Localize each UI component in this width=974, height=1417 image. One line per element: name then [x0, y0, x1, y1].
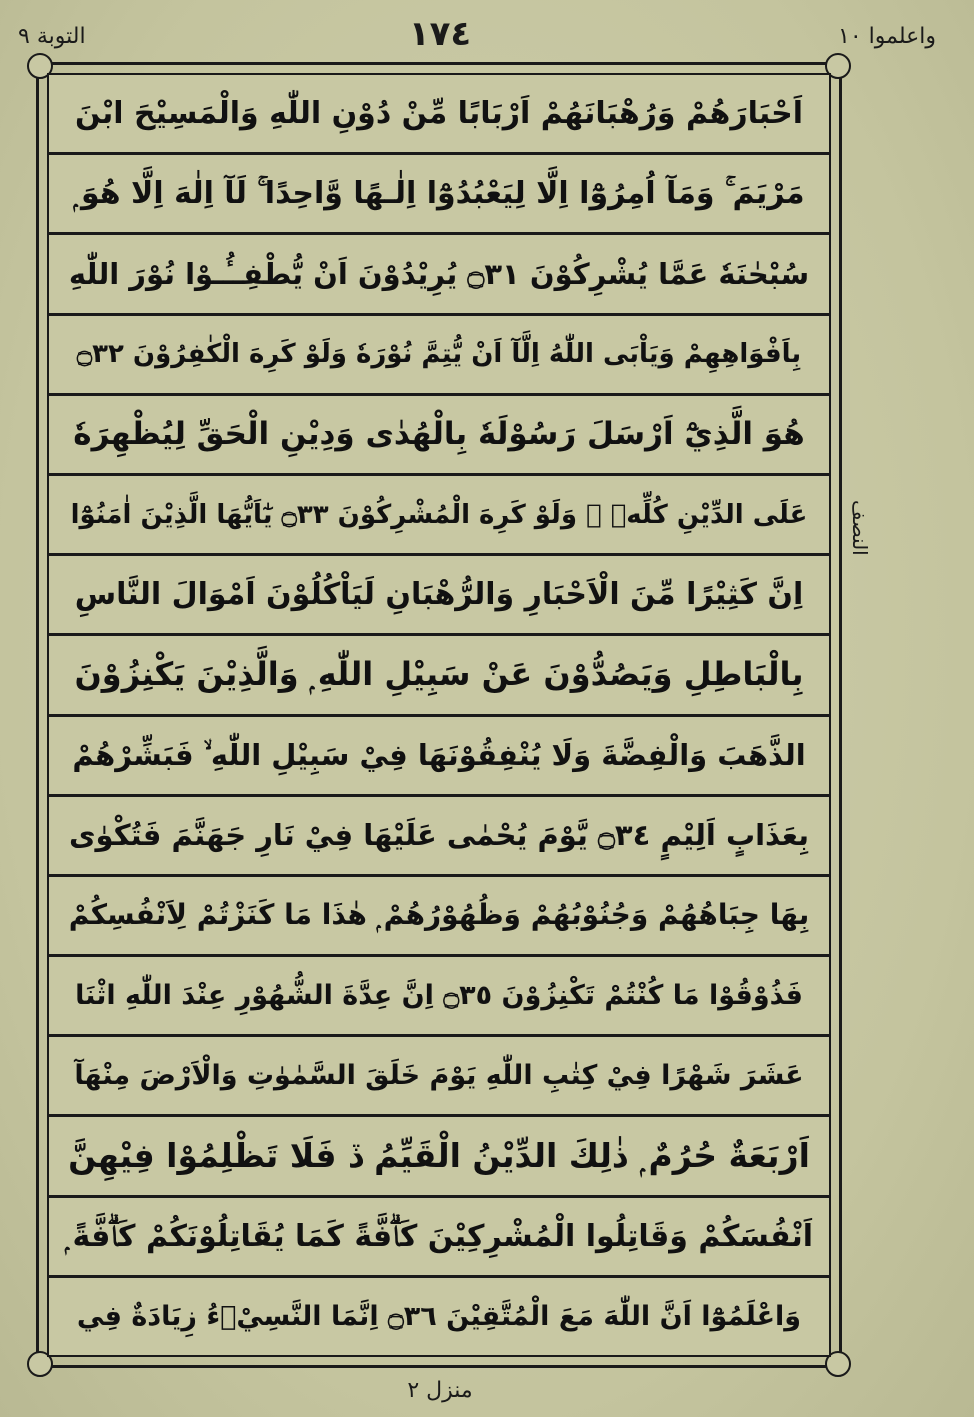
- verse-line: بِعَذَابٍ اَلِيْمٍ ۝٣٤ يَّوْمَ يُحْمٰى عَلَيْهَا فِيْ نَارِ جَهَنَّمَ فَتُكْوٰى: [49, 797, 829, 877]
- verse-line: عَلَى الدِّيْنِ كُلِّهٖ ۙ وَلَوْ كَرِهَ الْمُشْرِكُوْنَ ۝٣٣ يٰٓاَيُّهَا الَّذِيْنَ اٰمَنُوْٓا: [49, 476, 829, 556]
- verse-line: بِهَا جِبَاهُهُمْ وَجُنُوْبُهُمْ وَظُهُوْرُهُمْ ۭ هٰذَا مَا كَنَزْتُمْ لِاَنْفُسِكُمْ: [49, 877, 829, 957]
- verse-line: الذَّهَبَ وَالْفِضَّةَ وَلَا يُنْفِقُوْنَهَا فِيْ سَبِيْلِ اللّٰهِ ۙ فَبَشِّرْهُمْ: [49, 717, 829, 797]
- verse-lines: [49, 75, 829, 1355]
- text-area: [47, 73, 831, 1357]
- manzil-marker: منزل ٢: [407, 1378, 473, 1403]
- verse-line: اِنَّ كَثِيْرًا مِّنَ الْاَحْبَارِ وَالرُّهْبَانِ لَيَاْكُلُوْنَ اَمْوَالَ النَّاسِ: [49, 556, 829, 636]
- verse-line: اَرْبَعَةٌ حُرُمٌ ۭ ذٰلِكَ الدِّيْنُ الْقَيِّمُ ڏ فَلَا تَظْلِمُوْا فِيْهِنَّ: [49, 1117, 829, 1197]
- verse-line: مَرْيَمَ ۚ وَمَآ اُمِرُوْٓا اِلَّا لِيَعْبُدُوْٓا اِلٰـهًا وَّاحِدًا ۚ لَآ اِلٰهَ اِلَّا هُوَ ۭ: [49, 155, 829, 235]
- verse-line: بِاَفْوَاهِهِمْ وَيَاْبَى اللّٰهُ اِلَّآ اَنْ يُّتِمَّ نُوْرَهٗ وَلَوْ كَرِهَ الْكٰفِرُوْنَ ۝٣٢: [49, 316, 829, 396]
- verse-line: اَحْبَارَهُمْ وَرُهْبَانَهُمْ اَرْبَابًا مِّنْ دُوْنِ اللّٰهِ وَالْمَسِيْحَ ابْنَ: [49, 75, 829, 155]
- verse-line: وَاعْلَمُوْٓا اَنَّ اللّٰهَ مَعَ الْمُتَّقِيْنَ ۝٣٦ اِنَّمَا النَّسِيْۗءُ زِيَادَةٌ فِي: [76, 1300, 802, 1332]
- verse-line: عَشَرَ شَهْرًا فِيْ كِتٰبِ اللّٰهِ يَوْمَ خَلَقَ السَّمٰوٰتِ وَالْاَرْضَ مِنْهَآ: [49, 1037, 829, 1117]
- verse-line: هُوَ الَّذِيْٓ اَرْسَلَ رَسُوْلَهٗ بِالْهُدٰى وَدِيْنِ الْحَقِّ لِيُظْهِرَهٗ: [49, 396, 829, 476]
- verse-line: بِالْبَاطِلِ وَيَصُدُّوْنَ عَنْ سَبِيْلِ اللّٰهِ ۭ وَالَّذِيْنَ يَكْنِزُوْنَ: [49, 636, 829, 716]
- para-name: واعلموا ١٠: [838, 24, 936, 49]
- text-frame: [36, 62, 842, 1368]
- margin-marker: النصف: [848, 500, 872, 556]
- verse-line: فَذُوْقُوْا مَا كُنْتُمْ تَكْنِزُوْنَ ۝٣٥ اِنَّ عِدَّةَ الشُّهُوْرِ عِنْدَ اللّٰهِ اثْنَا: [49, 957, 829, 1037]
- verse-line: سُبْحٰنَهٗ عَمَّا يُشْرِكُوْنَ ۝٣١ يُرِيْدُوْنَ اَنْ يُّطْفِــُٔـوْا نُوْرَ اللّٰهِ: [49, 235, 829, 315]
- page-number: ١٧٤: [408, 14, 472, 54]
- surah-name: التوبة ٩: [18, 24, 86, 49]
- verse-line: اَنْفُسَكُمْ وَقَاتِلُوا الْمُشْرِكِيْنَ كَاۗفَّةً كَمَا يُقَاتِلُوْنَكُمْ كَاۗفَّةً ۭ: [49, 1198, 829, 1278]
